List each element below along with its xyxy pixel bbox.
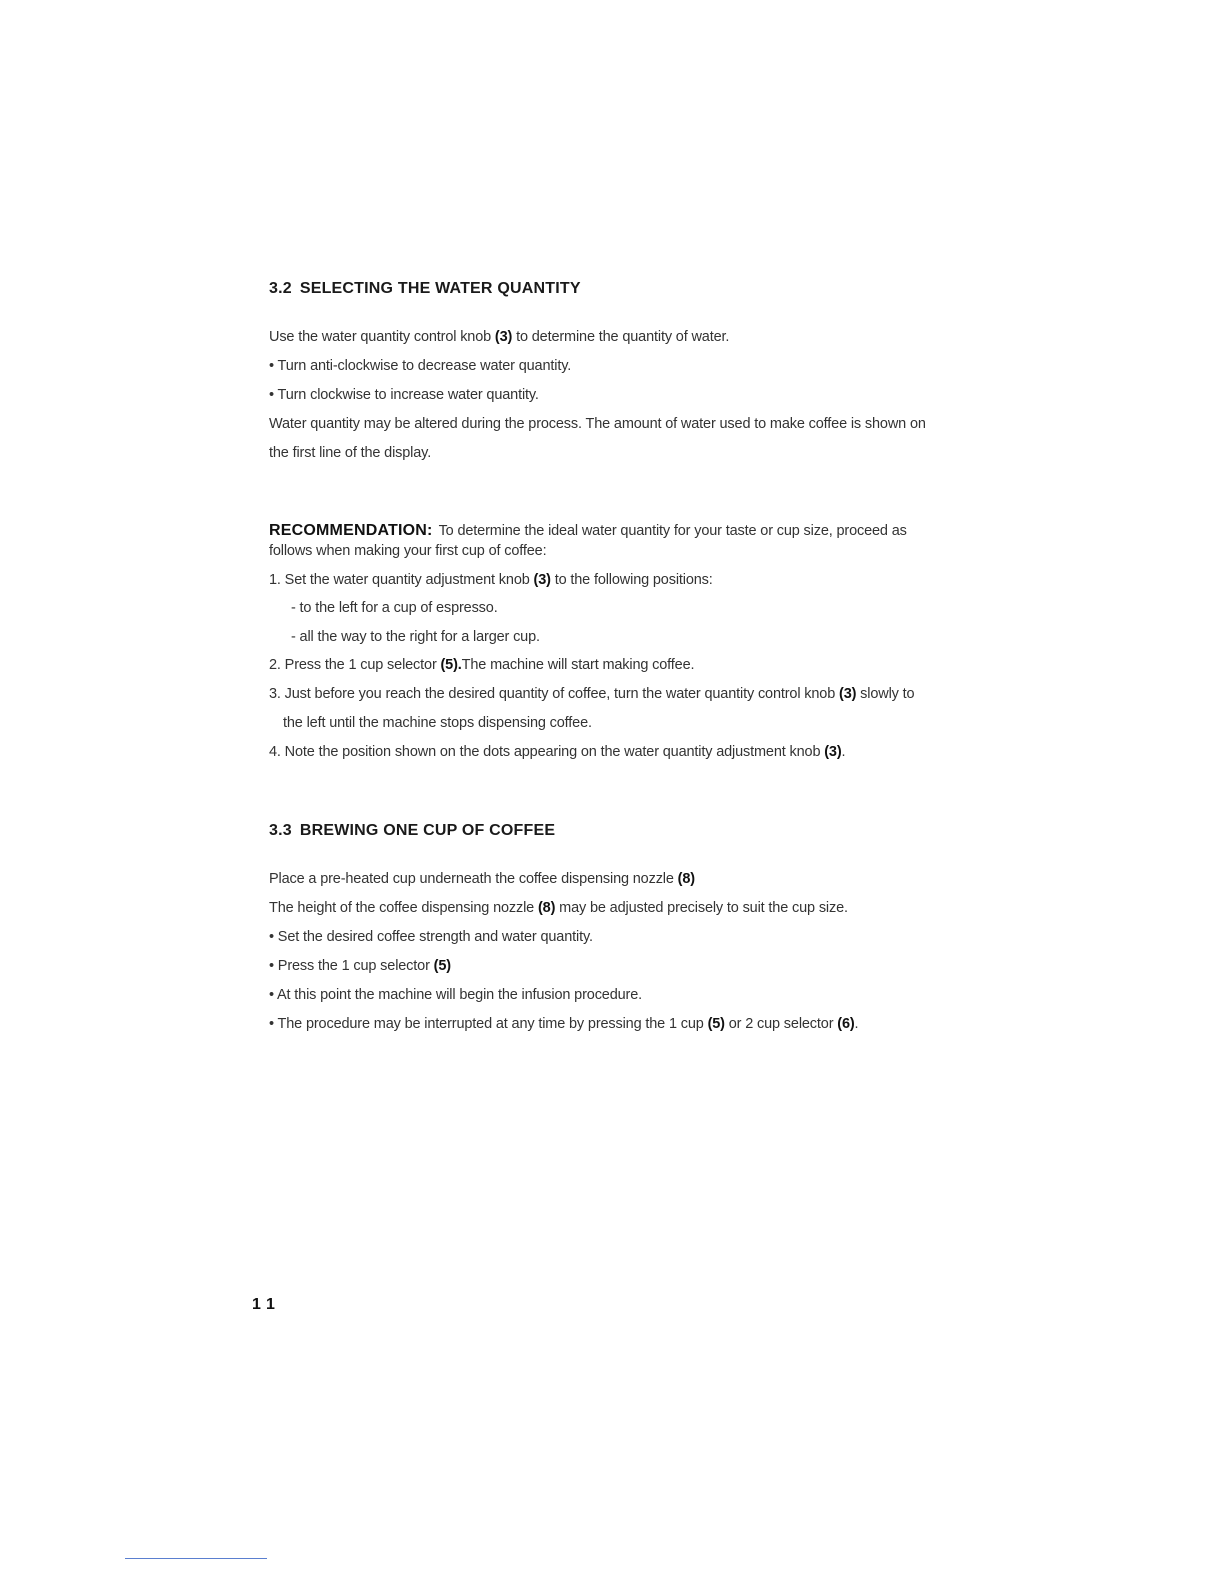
recommendation-step-4: 4. Note the position shown on the dots appearing on the water quantity adjustment knob (3).: [269, 744, 846, 760]
recommendation-label: RECOMMENDATION:: [269, 522, 433, 539]
section-3-3-line-2: The height of the coffee dispensing nozzle (8) may be adjusted precisely to suit the cup size.: [269, 900, 848, 916]
recommendation-step-3-continued: the left until the machine stops dispensing coffee.: [283, 715, 592, 731]
section-3-2-paragraph-line-1: Water quantity may be altered during the process. The amount of water used to make coffee is shown on: [269, 416, 926, 432]
section-3-2-heading: [269, 280, 581, 298]
recommendation-step-1-sub-2: - all the way to the right for a larger cup.: [291, 629, 540, 645]
section-3-2-title: SELECTING THE WATER QUANTITY: [299, 280, 581, 297]
recommendation-line-2: follows when making your first cup of coffee:: [269, 543, 547, 559]
section-3-3-number: 3.3: [269, 822, 292, 839]
page-number: 11: [252, 1296, 281, 1313]
section-3-3-title: BREWING ONE CUP OF COFFEE: [299, 822, 556, 839]
footer-divider: [125, 1558, 267, 1559]
section-3-3-bullet-2: • Press the 1 cup selector (5): [269, 958, 451, 974]
recommendation-step-1: 1. Set the water quantity adjustment knob (3) to the following positions:: [269, 572, 713, 588]
recommendation-step-3: 3. Just before you reach the desired quantity of coffee, turn the water quantity control knob (3) slowly to: [269, 686, 915, 702]
section-3-3-bullet-1: • Set the desired coffee strength and water quantity.: [269, 929, 593, 945]
section-3-2-number: 3.2: [269, 280, 292, 297]
recommendation-step-2: 2. Press the 1 cup selector (5).The machine will start making coffee.: [269, 657, 695, 673]
section-3-2-bullet-2: • Turn clockwise to increase water quantity.: [269, 387, 539, 403]
section-3-2-bullet-1: • Turn anti-clockwise to decrease water quantity.: [269, 358, 572, 374]
recommendation-step-1-sub-1: - to the left for a cup of espresso.: [291, 600, 498, 616]
recommendation-line-1: RECOMMENDATION: To determine the ideal water quantity for your taste or cup size, proceed as: [269, 522, 907, 539]
section-3-3-line-1: Place a pre-heated cup underneath the coffee dispensing nozzle (8): [269, 871, 695, 887]
section-3-2-paragraph-line-2: the first line of the display.: [269, 445, 432, 461]
knob-reference: (3): [494, 329, 513, 345]
section-3-2-intro: Use the water quantity control knob (3) to determine the quantity of water.: [269, 329, 730, 345]
section-3-3-bullet-3: • At this point the machine will begin the infusion procedure.: [269, 987, 643, 1003]
section-3-3-bullet-4: • The procedure may be interrupted at any time by pressing the 1 cup (5) or 2 cup selector (6).: [269, 1016, 859, 1032]
section-3-3-heading: [269, 822, 555, 840]
